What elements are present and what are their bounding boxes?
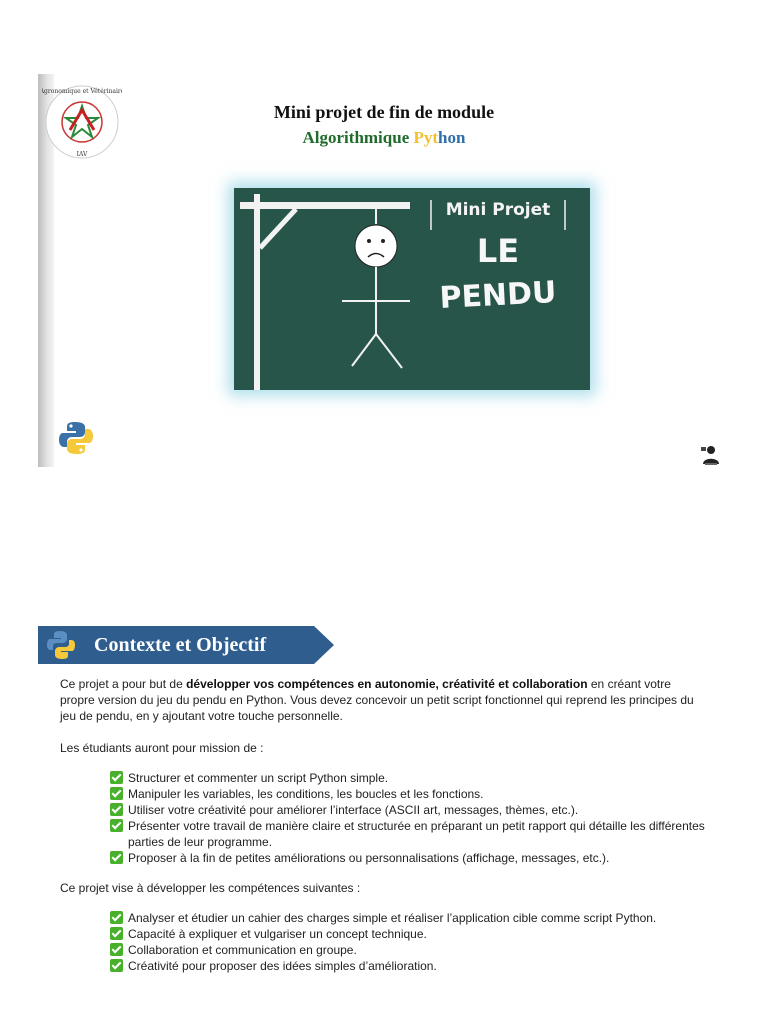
python-logo-icon [58, 420, 94, 461]
mission-intro: Les étudiants auront pour mission de : [60, 741, 264, 755]
check-icon [110, 819, 123, 832]
check-icon [110, 771, 123, 784]
check-icon [110, 851, 123, 864]
intro-paragraph: Ce projet a pour but de développer vos compétences en autonomie, créativité et collaboration en créant votre propre version du jeu du pendu en Python. Vous devez concevoir un petit script fonctionnel qui reprend les principes du jeu de pendu, en y ajoutant votre touche personnelle. [60, 677, 694, 723]
list-item: Collaboration et communication en groupe. [110, 942, 710, 958]
section-title: Contexte et Objectif [94, 634, 267, 656]
check-icon [110, 911, 123, 924]
check-icon [110, 959, 123, 972]
list-item: Structurer et commenter un script Python simple. [110, 770, 710, 786]
hero-mini-projet-text: Mini Projet [445, 200, 551, 220]
skills-intro: Ce projet vise à développer les compétences suivantes : [60, 881, 361, 895]
list-item: Proposer à la fin de petites améliorations ou personnalisations (affichage, messages, etc.). [110, 850, 710, 866]
list-item: Analyser et étudier un cahier des charges simple et réaliser l’application cible comme script Python. [110, 910, 710, 926]
svg-text:IAV: IAV [76, 151, 88, 158]
hangman-hero-image [234, 188, 590, 390]
check-icon [110, 927, 123, 940]
list-item: Utiliser votre créativité pour améliorer l’interface (ASCII art, messages, thèmes, etc.). [110, 802, 710, 818]
hero-pendu-text: PENDU [438, 274, 558, 317]
skills-list [110, 910, 710, 974]
list-item: Créativité pour proposer des idées simples d’amélioration. [110, 958, 710, 974]
list-item: Capacité à expliquer et vulgariser un concept technique. [110, 926, 710, 942]
person-icon [700, 444, 722, 471]
hero-le-text: LE [476, 232, 520, 270]
check-icon [110, 943, 123, 956]
list-item: Présenter votre travail de manière claire et structurée en préparant un petit rapport qui détaille les différentes parties de leur programme. [110, 818, 710, 850]
document-title: Mini projet de fin de module [273, 102, 495, 122]
list-item: Manipuler les variables, les conditions, les boucles et les fonctions. [110, 786, 710, 802]
svg-text:Agronomique et Vétérinaire: Agronomique et Vétérinaire [42, 88, 122, 95]
document-subtitle: Algorithmique Python [302, 128, 466, 147]
check-icon [110, 787, 123, 800]
check-icon [110, 803, 123, 816]
mission-list [110, 770, 710, 866]
